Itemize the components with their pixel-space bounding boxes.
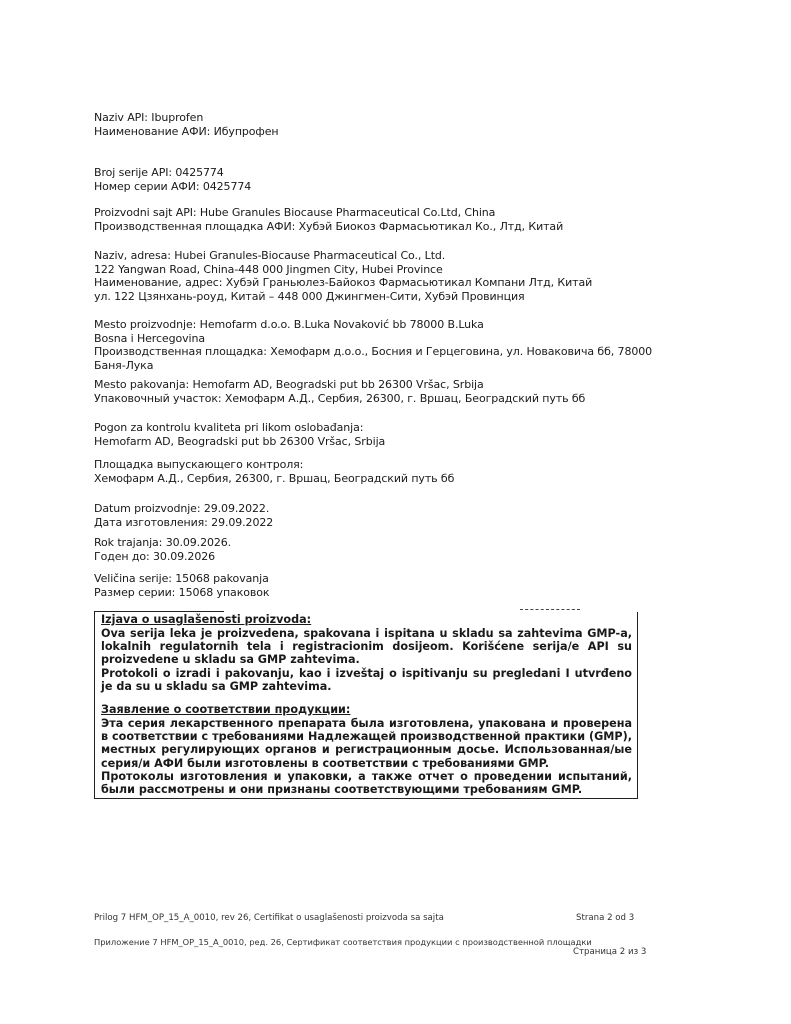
declaration-heading-sr: Izjava o usaglašenosti proizvoda: (101, 613, 312, 626)
footer-doc-sr: Prilog 7 HFM_OP_15_A_0010, rev 26, Certifikat o usaglašenosti proizvoda sa sajta (94, 913, 444, 923)
address-line: 122 Yangwan Road, China-448 000 Jingmen City, Hubei Province (94, 262, 443, 276)
footer-page-sr: Strana 2 od 3 (576, 913, 635, 923)
batch-number-sr: Broj serije API: 0425774 (94, 166, 224, 179)
batch-size-ru: Размер серии: 15068 упаковок (94, 585, 270, 599)
batch-size-block (94, 572, 694, 599)
declaration-paragraph-ru-2: Протоколы изготовления и упаковки, а также отчет о проведении испытаний, были рассмотрены и они признаны соответствующими требованиям GMP. (101, 769, 632, 797)
declaration-paragraph-sr-1: Ova serija leka je proizvedena, spakovana i ispitana u skladu sa zahtevima GMP-a, lokalnih regulatornih tela i registracionim dosijeom. Korišćene serija/e API su proizvedene u skladu sa GMP zahtevima. (101, 627, 632, 667)
expiry-date-ru: Годен до: 30.09.2026 (94, 549, 216, 563)
production-date-block (94, 502, 694, 529)
packaging-site-ru: Упаковочный участок: Хемофарм А.Д., Сербия, 26300, г. Вршац, Београдский путь бб (94, 391, 586, 405)
address-line: ул. 122 Цзянхань-роуд, Китай – 448 000 Джингмен-Сити, Хубэй Провинция (94, 289, 525, 303)
declaration-dash-line (520, 609, 580, 610)
footer-doc-ru: Приложение 7 HFM_OP_15_A_0010, ред. 26, Сертификат соответствия продукции с производственной площадки (94, 937, 592, 947)
qc-release-line: Площадка выпускающего контроля: (94, 458, 304, 472)
expiry-date-sr: Rok trajanja: 30.09.2026. (94, 536, 232, 549)
expiry-date-block (94, 536, 694, 563)
production-site-line: Mesto proizvodnje: Hemofarm d.o.o. B.Luka Novaković bb 78000 B.Luka (94, 318, 484, 331)
address-line: Naziv, adresa: Hubei Granules-Biocause Pharmaceutical Co., Ltd. (94, 249, 446, 262)
batch-number-ru: Номер серии АФИ: 0425774 (94, 179, 252, 193)
qc-release-line: Hemofarm AD, Beogradski put bb 26300 Vršac, Srbija (94, 434, 386, 448)
declaration-paragraph-ru-1: Эта серия лекарственного препарата была изготовлена, упакована и проверена в соответствии с требованиями Надлежащей производственной практики (GMP), местных регулирующих органов и регистрационным досье. Использованная/ые серия/и АФИ были изготовлены в соответствии с требованиями GMP. (101, 717, 632, 770)
packaging-site-sr: Mesto pakovanja: Hemofarm AD, Beogradski put bb 26300 Vršac, Srbija (94, 378, 484, 391)
production-site-line: Производственная площадка: Хемофарм д.о.о., Босния и Герцеговина, ул. Новаковича бб, 78000 (94, 345, 653, 359)
production-site-line: Bosna i Hercegovina (94, 331, 205, 345)
address-line: Наименование, адрес: Хубэй Граньюлез-Байокоз Фармасьютикал Компани Лтд, Китай (94, 276, 593, 290)
production-site-line: Баня-Лука (94, 358, 154, 372)
production-date-sr: Datum proizvodnje: 29.09.2022. (94, 502, 270, 515)
footer-page-ru: Страница 2 из 3 (573, 947, 647, 957)
manufacturing-site-block (94, 206, 694, 233)
manufacturing-site-sr: Proizvodni sajt API: Hube Granules Biocause Pharmaceutical Co.Ltd, China (94, 206, 496, 219)
manufacturing-site-ru: Производственная площадка АФИ: Хубэй Биокоз Фармасьютикал Ко., Лтд, Китай (94, 219, 564, 233)
qc-release-line: Pogon za kontrolu kvaliteta pri likom oslobađanja: (94, 421, 364, 434)
api-name-ru: Наименование АФИ: Ибупрофен (94, 124, 279, 138)
batch-number-block (94, 166, 694, 193)
declaration-paragraph-sr-2: Protokoli o izradi i pakovanju, kao i izveštaj o ispitivanju su pregledani I utvrđeno je da su u skladu sa GMP zahtevima. (101, 666, 632, 693)
api-name-sr: Naziv API: Ibuprofen (94, 111, 204, 124)
qc-release-block (94, 421, 694, 485)
declaration-heading-ru: Заявление о соответствии продукции: (101, 703, 351, 717)
batch-size-sr: Veličina serije: 15068 pakovanja (94, 572, 269, 585)
production-date-ru: Дата изготовления: 29.09.2022 (94, 515, 274, 529)
address-block (94, 249, 694, 303)
qc-release-line: Хемофарм А.Д., Сербия, 26300, г. Вршац, Београдский путь бб (94, 471, 455, 485)
declaration-box (94, 612, 638, 799)
production-site-block (94, 318, 694, 372)
packaging-site-block (94, 378, 694, 405)
api-name-block (94, 111, 694, 138)
